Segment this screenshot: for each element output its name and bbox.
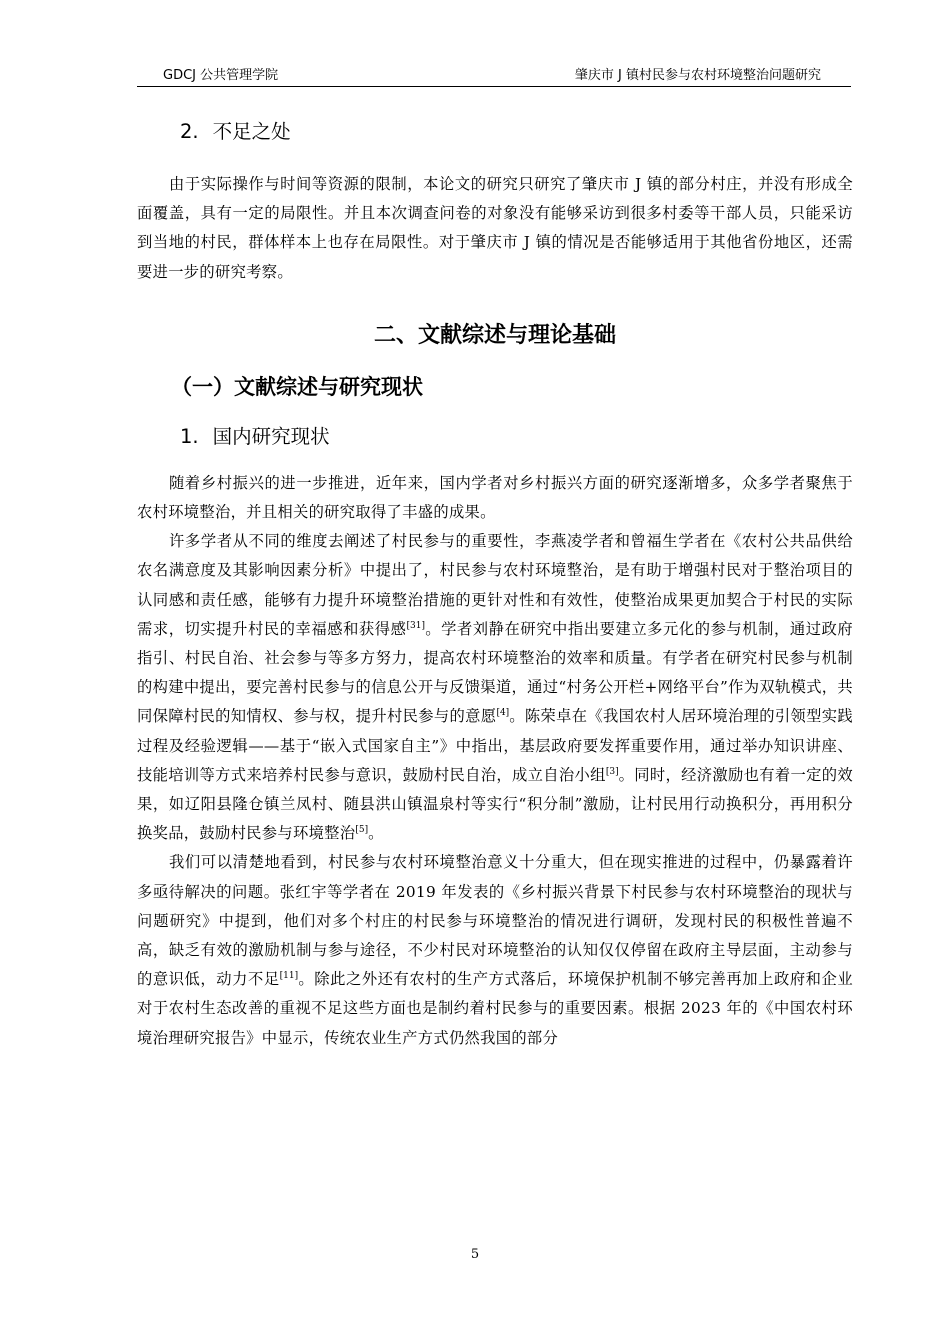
paragraph-2-text: 。同时，经济激励也有着一定的效果，如辽阳县隆仓镇兰凤村、随县洪山镇温泉村等实行“积分制”激励，让村民用行动换积分，再用积分换奖品，鼓励村民参与环境整治 <box>137 765 853 843</box>
paragraph-shortcomings: 由于实际操作与时间等资源的限制，本论文的研究只研究了肇庆市 J 镇的部分村庄，并没有形成全面覆盖，具有一定的局限性。并且本次调查问卷的对象没有能够采访到很多村委等干部人员，只能采访到当地的村民，群体样本上也存在局限性。对于肇庆市 J 镇的情况是否能够适用于其他省份地区，还需要进一步的研究考察。 <box>137 175 853 281</box>
paragraph-3-text: 我们可以清楚地看到，村民参与农村环境整治意义十分重大，但在现实推进的过程中，仍暴露着许多亟待解决的问题。张红宇等学者在 2019 年发表的《乡村振兴背景下村民参与农村环境整治的现状与问题研究》中提到，他们对多个村庄的村民参与环境整治的情况进行调研，发现村民的积极性普遍不高，缺乏有效的激励机制与参与途径，不少村民对环境整治的认知仅仅停留在政府主导层面，主动参与的意识低，动力不足 <box>137 853 853 989</box>
subheading-domestic-research <box>137 417 853 457</box>
paragraph-2-text: 许多学者从不同的维度去阐述了村民参与的重要性，李燕凌学者和曾福生学者在《农村公共品供给农名满意度及其影响因素分析》中提出了，村民参与农村环境整治，是有助于增强村民对于整治项目的认同感和责任感，能够有力提升环境整治措施的更针对性和有效性，使整治成果更加契合于村民的实际需求，切实提升村民的幸福感和获得感 <box>137 532 853 638</box>
paragraph-2 <box>137 527 853 848</box>
citation: [11] <box>279 971 299 982</box>
subheading-number: 2. <box>180 120 199 143</box>
paragraph-3-text: 。除此之外还有农村的生产方式落后，环境保护机制不够完善再加上政府和企业对于农村生态改善的重视不足这些方面也是制约着村民参与的重要因素。根据 2023 年的《中国农村环境治理研究报告》中显示，传统农业生产方式仍然我国的部分 <box>137 970 853 1047</box>
subheading-shortcomings <box>137 112 853 152</box>
subheading-title: 国内研究现状 <box>212 424 330 448</box>
citation: [3] <box>605 766 619 777</box>
subheading-number: 1. <box>180 424 199 448</box>
page-number: 5 <box>470 1247 480 1262</box>
citation: [4] <box>496 708 510 719</box>
header-school: GDCJ 公共管理学院 <box>163 68 279 83</box>
subheading-title: 不足之处 <box>212 120 291 143</box>
citation: [31] <box>406 620 425 631</box>
paragraph-1: 随着乡村振兴的进一步推进，近年来，国内学者对乡村振兴方面的研究逐渐增多，众多学者聚焦于农村环境整治，并且相关的研究取得了丰盛的成果。 <box>137 473 853 522</box>
paragraph-2-text: 。陈荣卓在《我国农村人居环境治理的引领型实践过程及经验逻辑——基于“嵌入式国家自主”》中指出，基层政府要发挥重要作用，通过举办知识讲座、技能培训等方式来培养村民参与意识，鼓励村民自治，成立自治小组 <box>137 707 853 784</box>
paragraph-2-text: 。 <box>368 824 384 843</box>
page-header <box>137 66 851 87</box>
paragraph-3 <box>137 848 853 1052</box>
section-title: （一）文献综述与研究现状 <box>171 374 423 399</box>
page-body <box>137 112 853 1053</box>
chapter-title: 二、文献综述与理论基础 <box>373 322 616 348</box>
citation: [5] <box>355 825 369 836</box>
header-paper-title: 肇庆市 J 镇村民参与农村环境整治问题研究 <box>574 68 821 83</box>
paragraph-2-text: 。学者刘静在研究中指出要建立多元化的参与机制，通过政府指引、村民自治、社会参与等多方努力，提高农村环境整治的效率和质量。有学者在研究村民参与机制的构建中提出，要完善村民参与的信息公开与反馈渠道，通过“村务公开栏+网络平台”作为双轨模式，共同保障村民的知情权、参与权，提升村民参与的意愿 <box>137 619 853 726</box>
